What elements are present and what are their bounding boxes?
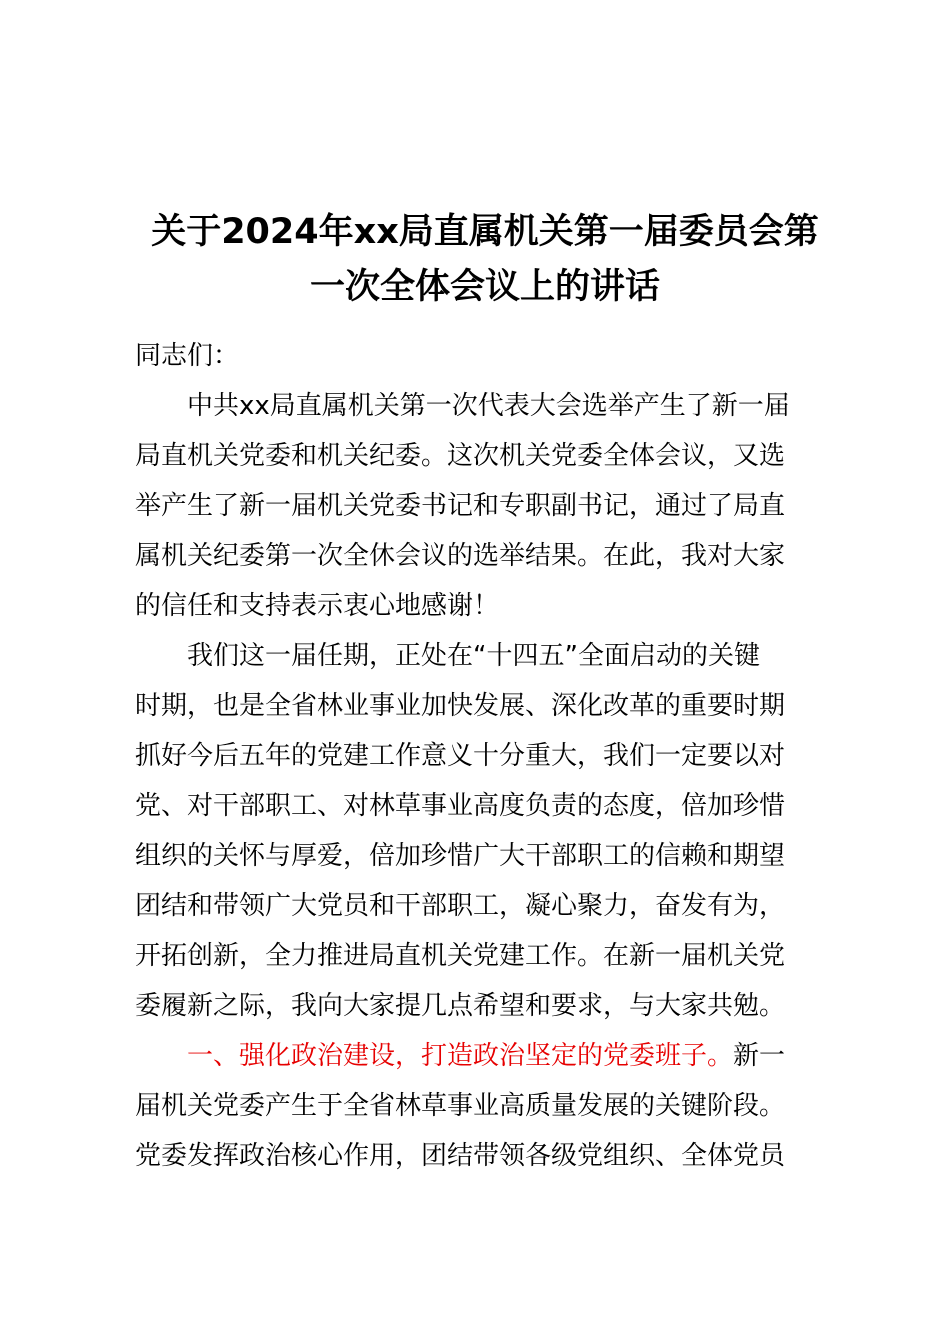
paragraph-line: 属机关纪委第一次全休会议的选举结果。在此，我对大家 [135, 541, 786, 571]
paragraph-line [135, 1031, 835, 1081]
paragraph-2 [135, 631, 835, 1031]
document-body [135, 331, 835, 1181]
paragraph-line: 党、对干部职工、对林草事业高度负责的态度，倍加珍惜 [135, 791, 786, 821]
paragraph-line: 中共xx局直属机关第一次代表大会选举产生了新一届 [187, 391, 790, 421]
paragraph-line: 组织的关怀与厚爱，倍加珍惜广大干部职工的信赖和期望 [135, 841, 786, 871]
document-title [120, 205, 850, 315]
heading-line-rest: 新一 [733, 1041, 786, 1071]
paragraph-line: 委履新之际，我向大家提几点希望和要求，与大家共勉。 [135, 991, 786, 1021]
paragraph-line: 党委发挥政治核心作用，团结带领各级党组织、全体党员 [135, 1141, 786, 1171]
salutation: 同志们： [135, 341, 240, 371]
paragraph-line: 届机关党委产生于全省林草事业高质量发展的关键阶段。 [135, 1091, 786, 1121]
paragraph-line: 时期，也是全省林业事业加快发展、深化改革的重要时期 [135, 691, 786, 721]
paragraph-line: 抓好今后五年的党建工作意义十分重大，我们一定要以对 [135, 741, 786, 771]
paragraph-line: 我们这一届任期，正处在“十四五”全面启动的关键 [187, 641, 760, 671]
paragraph-line: 局直机关党委和机关纪委。这次机关党委全体会议，又选 [135, 441, 786, 471]
paragraph-1 [135, 381, 835, 631]
paragraph-3 [135, 1031, 835, 1181]
paragraph-line: 的信任和支持表示衷心地感谢！ [135, 591, 500, 621]
paragraph-line: 开拓创新，全力推进局直机关党建工作。在新一届机关党 [135, 941, 786, 971]
paragraph-line: 举产生了新一届机关党委书记和专职副书记，通过了局直 [135, 491, 786, 521]
section-heading: 一、强化政治建设，打造政治坚定的党委班子。 [187, 1041, 734, 1071]
paragraph-line: 团结和带领广大党员和干部职工，凝心聚力，奋发有为， [135, 891, 786, 921]
title-line-1: 关于2024年xx局直属机关第一届委员会第 [151, 212, 819, 252]
title-line-2: 一次全体会议上的讲话 [309, 267, 660, 307]
